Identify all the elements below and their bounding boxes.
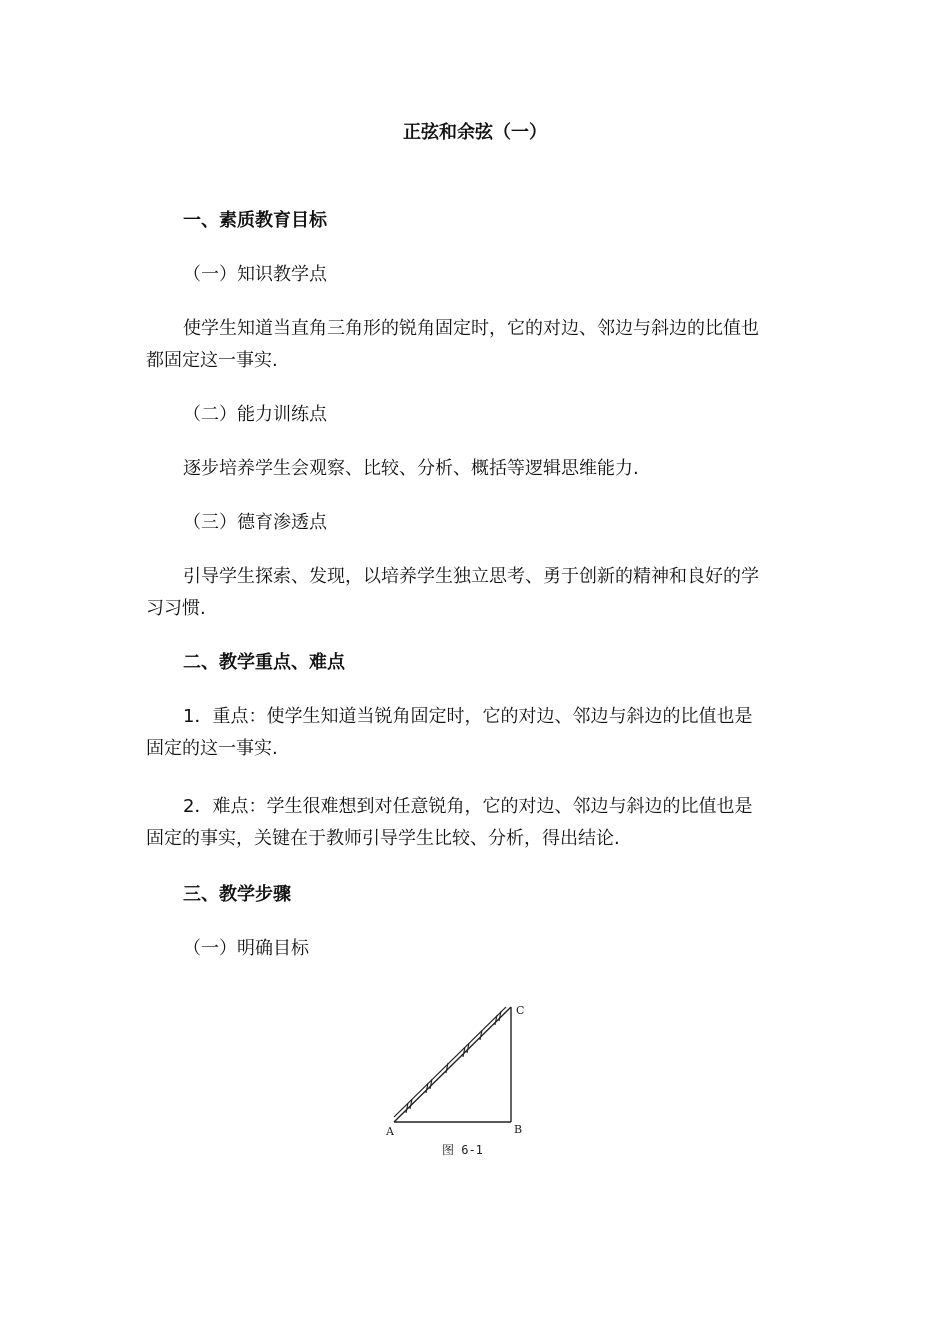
section-heading-goals: 一、素质教育目标 (183, 210, 327, 231)
subheading-moral: （三）德育渗透点 (183, 512, 327, 533)
paragraph-keypoint-line2: 固定的这一事实. (146, 738, 278, 759)
paragraph-difficulty-line1: 2．难点：学生很难想到对任意锐角，它的对边、邻边与斜边的比值也是 (183, 796, 753, 817)
paragraph-knowledge-line2: 都固定这一事实. (146, 350, 278, 371)
subheading-knowledge: （一）知识教学点 (183, 264, 327, 285)
triangle-diagram (380, 995, 530, 1165)
paragraph-difficulty-line2: 固定的事实，关键在于教师引导学生比较、分析，得出结论. (146, 828, 620, 849)
paragraph-keypoint-line1: 1．重点：使学生知道当锐角固定时，它的对边、邻边与斜边的比值也是 (183, 706, 753, 727)
paragraph-moral-line1: 引导学生探索、发现，以培养学生独立思考、勇于创新的精神和良好的学 (183, 566, 759, 587)
paragraph-knowledge-line1: 使学生知道当直角三角形的锐角固定时，它的对边、邻边与斜边的比值也 (183, 318, 759, 339)
vertex-label-c: C (516, 1004, 525, 1017)
section-heading-keypoints: 二、教学重点、难点 (183, 652, 345, 673)
page-title: 正弦和余弦（一） (403, 122, 547, 143)
paragraph-ability: 逐步培养学生会观察、比较、分析、概括等逻辑思维能力. (183, 458, 639, 479)
figure-caption: 图 6-1 (442, 1143, 483, 1157)
subheading-objective: （一）明确目标 (183, 938, 309, 959)
vertex-label-b: B (514, 1123, 523, 1136)
paragraph-moral-line2: 习习惯. (146, 598, 206, 619)
section-heading-steps: 三、教学步骤 (183, 884, 291, 905)
vertex-label-a: A (386, 1125, 394, 1138)
triangle-figure (380, 995, 530, 1165)
subheading-ability: （二）能力训练点 (183, 404, 327, 425)
side-ac (394, 1007, 511, 1122)
ruler-edge (394, 1007, 506, 1117)
